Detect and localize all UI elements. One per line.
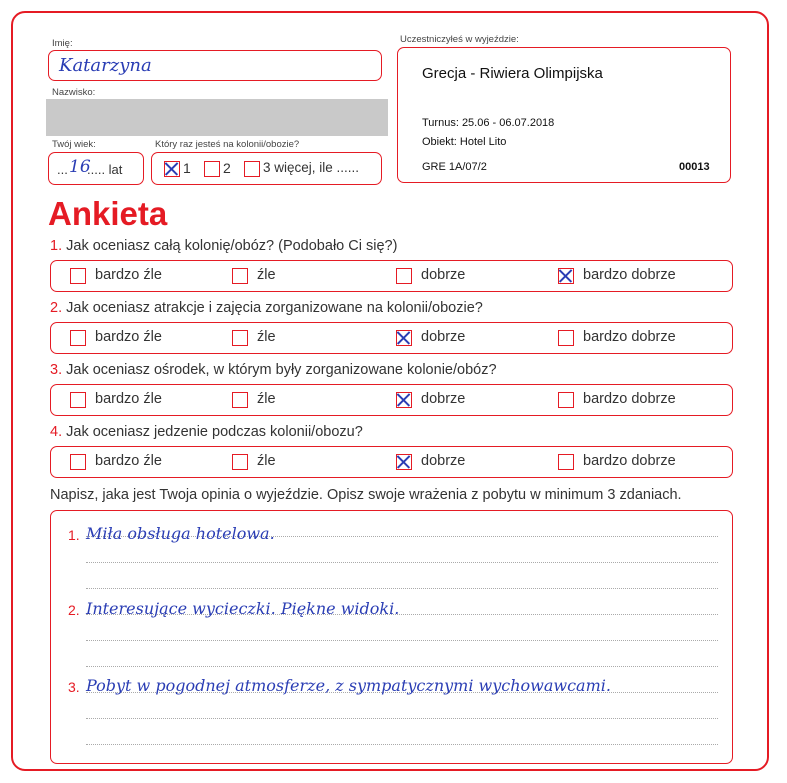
question-3-checkbox-2[interactable] [232,392,248,408]
ktory-raz-checkbox-3[interactable] [244,161,260,177]
answer-3-number: 3. [68,679,80,695]
question-label: Jak oceniasz ośrodek, w którym były zorganizowane kolonie/obóz? [66,362,497,378]
trip-name: Grecja - Riwiera Olimpijska [422,65,603,82]
question-1-checkbox-3[interactable] [396,268,412,284]
answer-1-text: Miła obsługa hotelowa. [86,524,275,543]
question-label: Jak oceniasz atrakcje i zajęcia zorganizowane na kolonii/obozie? [66,300,483,316]
question-2-option-label: źle [257,329,276,345]
imie-value: Katarzyna [59,55,152,76]
wiek-field[interactable] [48,152,144,185]
question-2-checkbox-3[interactable] [396,330,412,346]
opinion-prompt: Napisz, jaka jest Twoja opinia o wyjeździe. Opisz swoje wrażenia z pobytu w minimum 3 zdaniach. [50,487,682,503]
question-3-option-label: bardzo źle [95,391,162,407]
imie-field[interactable] [48,50,382,81]
question-number: 2. [50,300,67,316]
writing-line [86,666,718,667]
answer-3-text: Pobyt w pogodnej atmosferze, z sympatycznymi wychowawcami. [86,676,611,695]
question-number: 3. [50,362,67,378]
ktory-raz-label: Który raz jesteś na kolonii/obozie? [155,139,300,150]
question-4-checkbox-1[interactable] [70,454,86,470]
nazwisko-redacted [46,99,388,136]
question-label: Jak oceniasz jedzenie podczas kolonii/obozu? [66,424,363,440]
question-number: 4. [50,424,67,440]
uczestniczyles-label: Uczestniczyłeś w wyjeździe: [400,34,519,45]
question-2-option-label: bardzo dobrze [583,329,676,345]
question-4-text [50,424,363,440]
question-4-checkbox-2[interactable] [232,454,248,470]
ktory-raz-field [151,152,382,185]
question-1-checkbox-2[interactable] [232,268,248,284]
wiek-suffix: ..... lat [87,162,123,177]
imie-label: Imię: [52,38,73,49]
ktory-raz-option-3: 3 więcej, ile ...... [263,160,360,175]
question-2-checkbox-4[interactable] [558,330,574,346]
question-3-option-label: bardzo dobrze [583,391,676,407]
question-label: Jak oceniasz całą kolonię/obóz? (Podobało Ci się?) [66,238,398,254]
writing-line [86,588,718,589]
question-1-checkbox-1[interactable] [70,268,86,284]
wiek-prefix: ... [57,162,68,177]
question-1-option-label: dobrze [421,267,466,283]
nazwisko-label: Nazwisko: [52,87,96,98]
question-2-option-label: dobrze [421,329,466,345]
question-2-text [50,300,483,316]
writing-line [86,640,718,641]
trip-code: GRE 1A/07/2 [422,161,487,173]
writing-line [86,744,718,745]
question-2-checkbox-2[interactable] [232,330,248,346]
question-3-option-label: dobrze [421,391,466,407]
question-3-checkbox-3[interactable] [396,392,412,408]
trip-turnus: Turnus: 25.06 - 06.07.2018 [422,117,555,129]
question-1-checkbox-4[interactable] [558,268,574,284]
question-3-checkbox-1[interactable] [70,392,86,408]
question-2-option-label: bardzo źle [95,329,162,345]
question-1-text [50,238,397,254]
question-2-checkbox-1[interactable] [70,330,86,346]
answer-2-text: Interesujące wycieczki. Piękne widoki. [86,599,400,618]
question-4-option-label: bardzo dobrze [583,453,676,469]
wiek-value: 16 [69,157,91,177]
question-3-text [50,362,497,378]
writing-line [86,718,718,719]
question-1-option-label: bardzo źle [95,267,162,283]
question-1-option-label: bardzo dobrze [583,267,676,283]
wiek-label: Twój wiek: [52,139,96,150]
answer-1-number: 1. [68,527,80,543]
question-4-option-label: dobrze [421,453,466,469]
answer-2-number: 2. [68,602,80,618]
question-4-option-label: źle [257,453,276,469]
trip-info-box [397,47,731,183]
question-3-option-label: źle [257,391,276,407]
question-4-checkbox-4[interactable] [558,454,574,470]
ktory-raz-checkbox-2[interactable] [204,161,220,177]
survey-title: Ankieta [48,195,168,232]
question-number: 1. [50,238,67,254]
ktory-raz-option-2: 2 [223,160,231,176]
trip-obiekt: Obiekt: Hotel Lito [422,136,507,148]
ktory-raz-option-1: 1 [183,160,191,176]
question-4-option-label: bardzo źle [95,453,162,469]
writing-line [86,562,718,563]
opinion-box[interactable] [50,510,733,764]
question-1-option-label: źle [257,267,276,283]
question-4-checkbox-3[interactable] [396,454,412,470]
ktory-raz-checkbox-1[interactable] [164,161,180,177]
question-3-checkbox-4[interactable] [558,392,574,408]
trip-number: 00013 [679,161,710,173]
